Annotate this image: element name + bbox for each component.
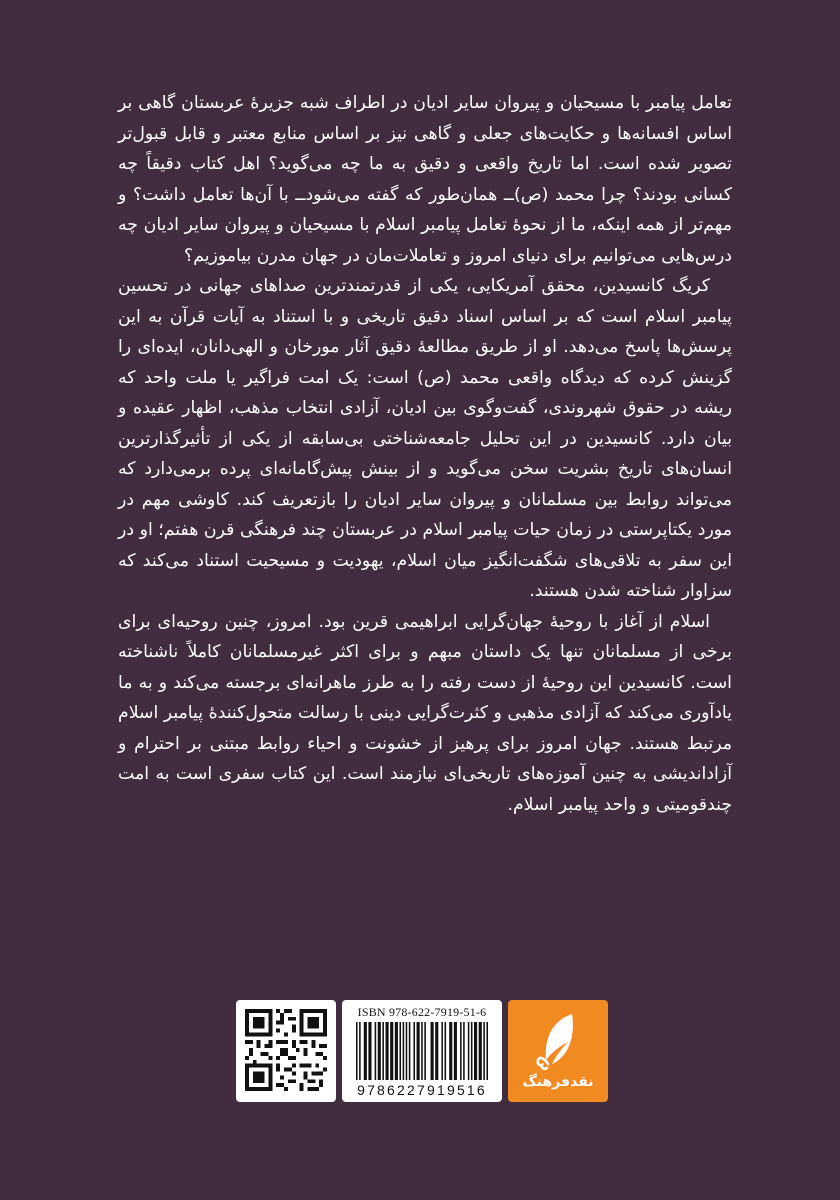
barcode-bar	[441, 1022, 443, 1080]
barcode-bar	[483, 1022, 485, 1080]
barcode-bar	[435, 1022, 438, 1080]
barcode-bar	[356, 1022, 358, 1080]
isbn-label: ISBN 978-622-7919-51-6	[357, 1005, 487, 1019]
blurb-paragraph-3: اسلام از آغاز با روحیهٔ جهان‌گرایی ابراهیمی قرین بود. امروز، چنین روحیه‌ای برای برخی از مسلمانان تنها یک داستان مبهم و برای اکثر غیرمسلمانان کاملاً ناشناخته است. کانسیدین این روحیهٔ از دست رفته را به طرز ماهرانه‌ای برجسته می‌کند و به ما یادآوری می‌کند که آزادی مذهبی و کثرت‌گرایی دینی با رسالت متحول‌کنندهٔ پیامبر اسلام مرتبط هستند. جهان امروز برای پرهیز از خشونت و احیاء روابط مبتنی بر احترام و آزاداندیشی به چنین آموزه‌های تاریخی‌ای نیازمند است. این کتاب سفری است به امت چندقومیتی و واحد پیامبر اسلام.	[118, 611, 732, 815]
barcode-bar	[403, 1022, 405, 1080]
barcode-bar	[460, 1022, 462, 1080]
barcode-bar	[382, 1022, 384, 1080]
barcode-bar	[474, 1022, 477, 1080]
barcode-bar	[468, 1022, 470, 1080]
publisher-name: نقدفرهنگ	[522, 1074, 594, 1090]
back-cover-blurb	[118, 88, 732, 820]
barcode-bar	[359, 1022, 361, 1080]
qr-code-icon	[245, 1009, 327, 1091]
isbn-barcode-box	[342, 1000, 502, 1102]
barcode-bar	[409, 1022, 411, 1080]
barcode-bar	[445, 1022, 447, 1080]
barcode-bar	[431, 1022, 434, 1080]
barcode-bar	[390, 1022, 393, 1080]
barcode-bar	[471, 1022, 473, 1080]
barcode-bar	[463, 1022, 465, 1080]
qr-code-box	[236, 1000, 336, 1102]
barcode-bar	[364, 1022, 367, 1080]
barcode-bar	[424, 1022, 426, 1080]
barcode-bar	[486, 1022, 488, 1080]
barcode-bar	[449, 1022, 452, 1080]
barcode-bar	[378, 1022, 381, 1080]
cover-footer	[236, 1000, 608, 1102]
barcode-icon	[356, 1022, 488, 1080]
barcode-bar	[386, 1022, 389, 1080]
publisher-logo	[508, 1000, 608, 1102]
barcode-bar	[399, 1022, 401, 1080]
barcode-bar	[421, 1022, 423, 1080]
barcode-bar	[454, 1022, 457, 1080]
barcode-bar	[479, 1022, 482, 1080]
blurb-paragraph-2: کریگ کانسیدین، محقق آمریکایی، یکی از قدرتمندترین صداهای جهانی در تحسین پیامبر اسلام است که بر اساس اسناد دقیق تاریخی و با استناد به آیات قرآن به این پرسش‌ها پاسخ می‌دهد. او از طریق مطالعهٔ دقیق آثار مورخان و الهی‌دانان، ایده‌ای را گزینش کرده که دیدگاه واقعی محمد (ص) است: یک امت فراگیر یا ملت واحد که ریشه در حقوق شهروندی، گفت‌وگوی بین ادیان، آزادی انتخاب مذهب، اظهار عقیده و بیان دارد. کانسیدین در این تحلیل جامعه‌شناختی بی‌سابقه از یکی از تأثیرگذارترین انسان‌های تاریخ بشریت سخن می‌گوید و از بینش پیش‌گامانه‌ای پرده برمی‌دارد که می‌تواند روابط بین مسلمانان و پیروان سایر ادیان را بازتعریف کند. کاوشی مهم در مورد یکتاپرستی در زمان حیات پیامبر اسلام در عربستان چند فرهنگی قرن هفتم؛ او در این سفر به تلاقی‌های شگفت‌انگیز میان اسلام، یهودیت و مسیحیت استناد می‌کند که سزاوار شناخته شدن هستند.	[118, 276, 732, 601]
barcode-bar	[406, 1022, 408, 1080]
barcode-bar	[413, 1022, 415, 1080]
barcode-bar	[368, 1022, 371, 1080]
barcode-bar	[417, 1022, 420, 1080]
barcode-bar	[375, 1022, 377, 1080]
barcode-bar	[395, 1022, 398, 1080]
barcode-digits: 9786227919516	[357, 1082, 487, 1098]
blurb-paragraph-1: تعامل پیامبر با مسیحیان و پیروان سایر ادیان در اطراف شبه جزیرهٔ عربستان گاهی بر اساس افسانه‌ها و حکایت‌های جعلی و گاهی نیز بر اساس منابع معتبر و قابل قبول‌تر تصویر شده است. اما تاریخ واقعی و دقیق به ما چه می‌گوید؟ اهل کتاب دقیقاً چه کسانی بودند؟ چرا محمد (ص)ــ همان‌طور که گفته می‌شودــ با آن‌ها تعامل داشت؟ و مهم‌تر از همه اینکه، ما از نحوهٔ تعامل پیامبر اسلام با مسیحیان و پیروان سایر ادیان چه درس‌هایی می‌توانیم برای دنیای امروز و تعاملات‌مان در جهان مدرن بیاموزیم؟	[118, 93, 732, 266]
